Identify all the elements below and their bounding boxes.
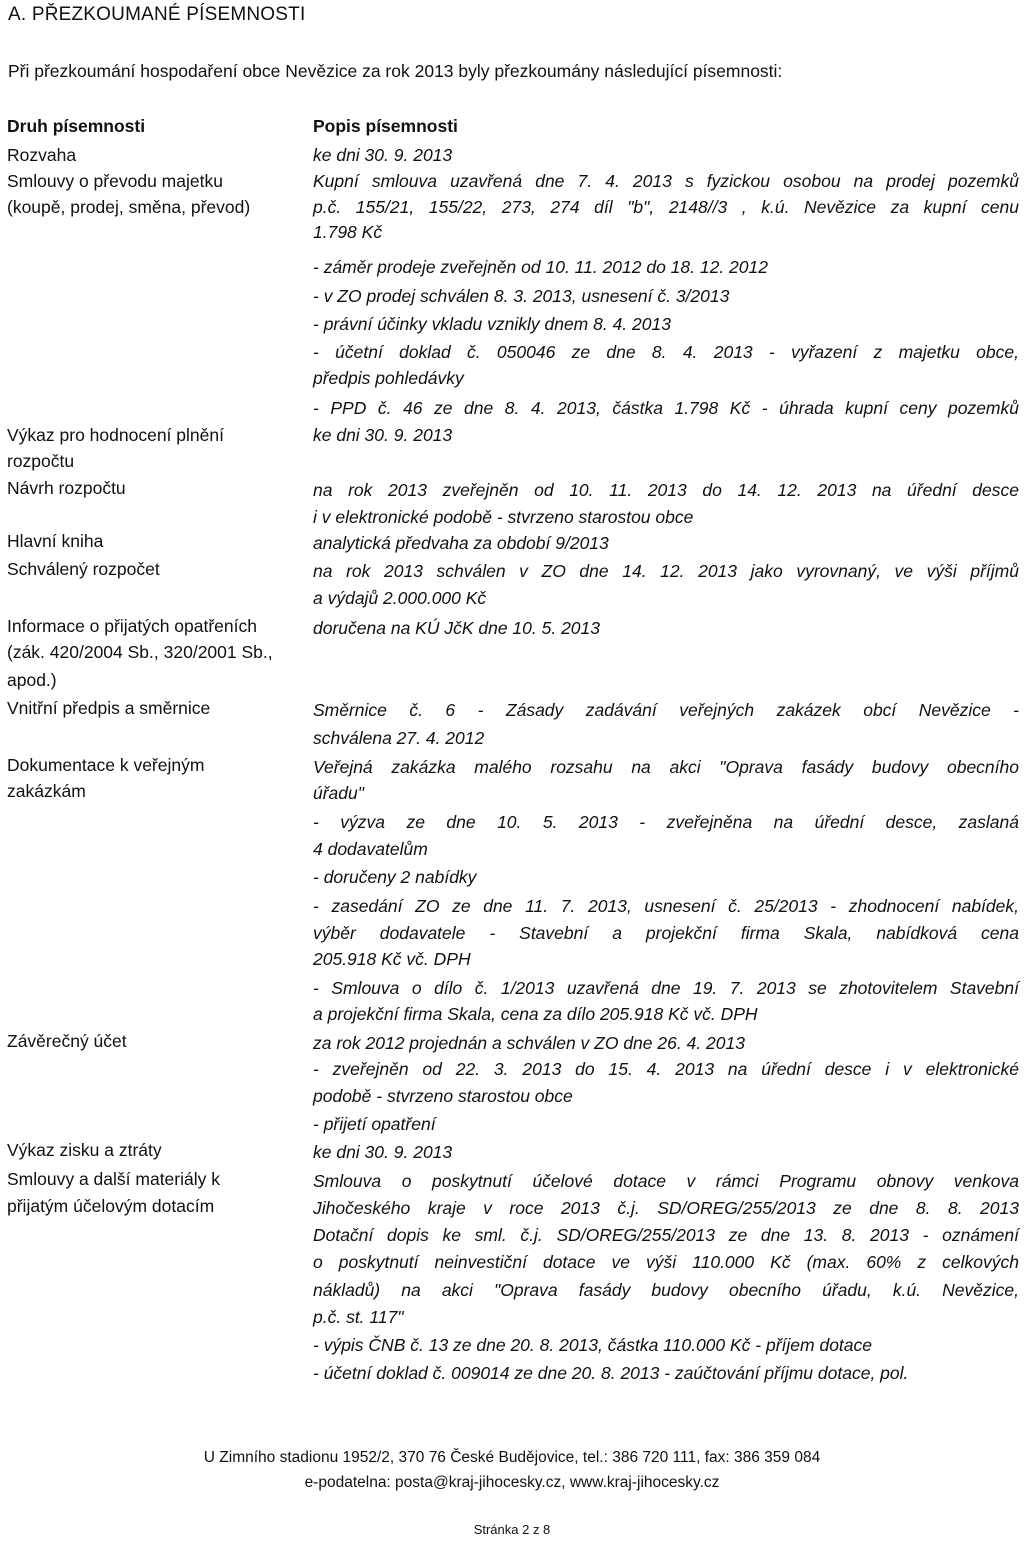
- doc-description-line: 4 dodavatelům: [313, 839, 428, 859]
- doc-type-label: Smlouvy a další materiály k: [7, 1169, 220, 1189]
- doc-description-line: i v elektronické podobě - stvrzeno starostou obce: [313, 507, 694, 527]
- doc-type-label: Rozvaha: [7, 145, 77, 165]
- doc-description-line: a výdajů 2.000.000 Kč: [313, 588, 487, 608]
- doc-description-line: - účetní doklad č. 050046 ze dne 8. 4. 2013 - vyřazení z majetku obce,: [313, 342, 1019, 362]
- doc-description-line: p.č. 155/21, 155/22, 273, 274 díl "b", 2148//3 , k.ú. Nevězice za kupní cenu: [313, 197, 1019, 217]
- doc-type-label: Schválený rozpočet: [7, 559, 160, 579]
- doc-description-line: a projekční firma Skala, cena za dílo 205.918 Kč vč. DPH: [313, 1004, 758, 1024]
- doc-description-line: předpis pohledávky: [313, 368, 464, 388]
- doc-description-line: podobě - stvrzeno starostou obce: [313, 1086, 573, 1106]
- doc-type-label: Výkaz zisku a ztráty: [7, 1140, 162, 1160]
- doc-description-line: Veřejná zakázka malého rozsahu na akci "Oprava fasády budovy obecního: [313, 757, 1019, 777]
- doc-type-label: Vnitřní předpis a směrnice: [7, 698, 211, 718]
- doc-description-line: za rok 2012 projednán a schválen v ZO dne 26. 4. 2013: [313, 1033, 745, 1053]
- doc-description-line: výběr dodavatele - Stavební a projekční firma Skala, nabídková cena: [313, 923, 1019, 943]
- section-heading: A. PŘEZKOUMANÉ PÍSEMNOSTI: [8, 4, 306, 25]
- doc-description-line: na rok 2013 schválen v ZO dne 14. 12. 2013 jako vyrovnaný, ve výši příjmů: [313, 561, 1019, 581]
- doc-type-label: Návrh rozpočtu: [7, 478, 126, 498]
- doc-description-line: ke dni 30. 9. 2013: [313, 1142, 453, 1162]
- doc-type-label: rozpočtu: [7, 451, 75, 471]
- doc-description-line: 1.798 Kč: [313, 222, 383, 242]
- column-header-type: Druh písemnosti: [7, 116, 146, 136]
- doc-description-line: o poskytnutí neinvestiční dotace ve výši 110.000 Kč (max. 60% z celkových: [313, 1252, 1019, 1272]
- doc-description-line: - v ZO prodej schválen 8. 3. 2013, usnesení č. 3/2013: [313, 286, 730, 306]
- doc-description-line: - zasedání ZO ze dne 11. 7. 2013, usnesení č. 25/2013 - zhodnocení nabídek,: [313, 896, 1019, 916]
- doc-description-line: analytická předvaha za období 9/2013: [313, 533, 609, 553]
- doc-type-label: Smlouvy o převodu majetku: [7, 171, 223, 191]
- doc-description-line: úřadu": [313, 783, 364, 803]
- doc-type-label: Hlavní kniha: [7, 531, 104, 551]
- column-header-description: Popis písemnosti: [313, 116, 458, 136]
- doc-description-line: doručena na KÚ JčK dne 10. 5. 2013: [313, 618, 601, 638]
- doc-type-label: zakázkám: [7, 781, 86, 801]
- doc-description-line: - záměr prodeje zveřejněn od 10. 11. 2012 do 18. 12. 2012: [313, 257, 768, 277]
- doc-description-line: Dotační dopis ke sml. č.j. SD/OREG/255/2013 ze dne 13. 8. 2013 - oznámení: [313, 1225, 1019, 1245]
- doc-description-line: - Smlouva o dílo č. 1/2013 uzavřená dne 19. 7. 2013 se zhotovitelem Stavební: [313, 978, 1019, 998]
- doc-description-line: Jihočeského kraje v roce 2013 č.j. SD/OREG/255/2013 ze dne 8. 8. 2013: [313, 1198, 1019, 1218]
- doc-type-label: (zák. 420/2004 Sb., 320/2001 Sb.,: [7, 642, 273, 662]
- footer-address: U Zimního stadionu 1952/2, 370 76 České Budějovice, tel.: 386 720 111, fax: 386 359 084: [203, 1449, 821, 1466]
- doc-type-label: Výkaz pro hodnocení plnění: [7, 425, 224, 445]
- doc-description-line: - PPD č. 46 ze dne 8. 4. 2013, částka 1.798 Kč - úhrada kupní ceny pozemků: [313, 398, 1019, 418]
- page-number: Stránka 2 z 8: [473, 1522, 551, 1537]
- doc-description-line: ke dni 30. 9. 2013: [313, 145, 453, 165]
- doc-description-line: - výzva ze dne 10. 5. 2013 - zveřejněna na úřední desce, zaslaná: [313, 812, 1019, 832]
- doc-type-label: apod.): [7, 670, 57, 690]
- doc-description-line: 205.918 Kč vč. DPH: [313, 949, 471, 969]
- intro-paragraph: Při přezkoumání hospodaření obce Nevězice za rok 2013 byly přezkoumány následující písemnosti:: [8, 61, 783, 81]
- doc-description-line: nákladů) na akci "Oprava fasády budovy obecního úřadu, k.ú. Nevězice,: [313, 1280, 1019, 1300]
- doc-type-label: Závěrečný účet: [7, 1031, 127, 1051]
- doc-description-line: Smlouva o poskytnutí účelové dotace v rámci Programu obnovy venkova: [313, 1171, 1019, 1191]
- doc-description-line: na rok 2013 zveřejněn od 10. 11. 2013 do 14. 12. 2013 na úřední desce: [313, 480, 1019, 500]
- doc-type-label: přijatým účelovým dotacím: [7, 1196, 215, 1216]
- doc-type-label: Dokumentace k veřejným: [7, 755, 205, 775]
- doc-description-line: Kupní smlouva uzavřená dne 7. 4. 2013 s fyzickou osobou na prodej pozemků: [313, 171, 1019, 191]
- doc-description-line: - přijetí opatření: [313, 1114, 436, 1134]
- doc-description-line: schválena 27. 4. 2012: [313, 728, 485, 748]
- doc-description-line: - účetní doklad č. 009014 ze dne 20. 8. 2013 - zaúčtování příjmu dotace, pol.: [313, 1363, 909, 1383]
- doc-description-line: - výpis ČNB č. 13 ze dne 20. 8. 2013, částka 110.000 Kč - příjem dotace: [313, 1335, 873, 1355]
- doc-description-line: - právní účinky vkladu vznikly dnem 8. 4. 2013: [313, 314, 671, 334]
- doc-description-line: - doručeny 2 nabídky: [313, 867, 477, 887]
- footer-contact: e-podatelna: posta@kraj-jihocesky.cz, www.kraj-jihocesky.cz: [304, 1474, 720, 1491]
- doc-type-label: (koupě, prodej, směna, převod): [7, 197, 251, 217]
- doc-type-label: Informace o přijatých opatřeních: [7, 616, 257, 636]
- doc-description-line: ke dni 30. 9. 2013: [313, 425, 453, 445]
- doc-description-line: p.č. st. 117": [313, 1307, 404, 1327]
- doc-description-line: - zveřejněn od 22. 3. 2013 do 15. 4. 2013 na úřední desce i v elektronické: [313, 1059, 1019, 1079]
- doc-description-line: Směrnice č. 6 - Zásady zadávání veřejných zakázek obcí Nevězice -: [313, 700, 1019, 720]
